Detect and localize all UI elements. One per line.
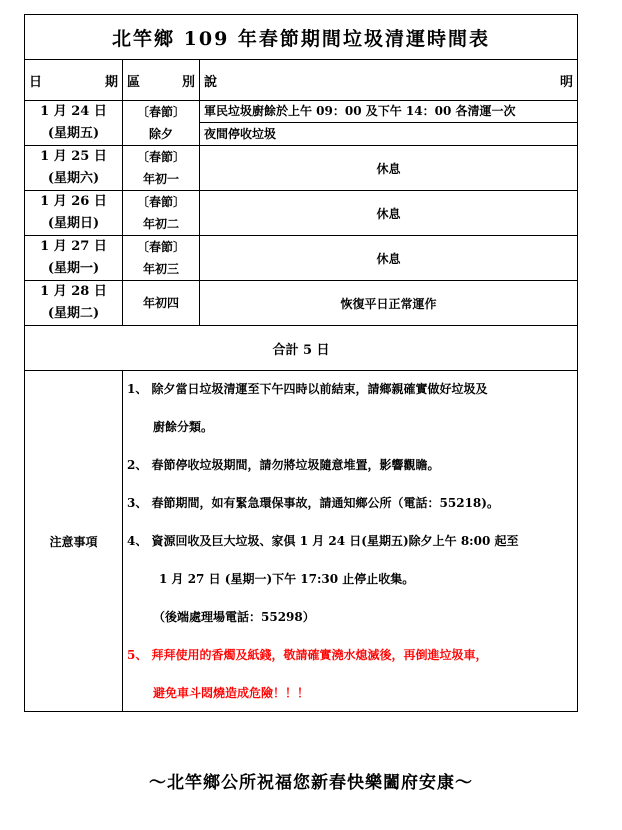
notes-row: [25, 371, 578, 712]
area-cell: 〔春節〕 除夕: [123, 101, 200, 146]
description-cell: 休息: [200, 191, 578, 236]
note-2: 2、 春節停收垃圾期間，請勿將垃圾隨意堆置，影響觀瞻。: [127, 458, 440, 472]
area-cell: 年初四: [123, 281, 200, 326]
description-cell: 恢復平日正常運作: [200, 281, 578, 326]
note-4: 4、 資源回收及巨大垃圾、家俱 1 月 24 日(星期五)除夕上午 8:00 起至: [127, 534, 519, 548]
note-4-phone: （後端處理場電話：55298）: [153, 610, 315, 624]
header-row: [25, 60, 578, 101]
description-cell: 休息: [200, 236, 578, 281]
notes-content: [123, 371, 578, 712]
area-cell: 〔春節〕 年初一: [123, 146, 200, 191]
description-cell: 休息: [200, 146, 578, 191]
date-cell: 1 月 24 日 (星期五): [25, 101, 123, 146]
table-row: [25, 281, 578, 326]
date-cell: 1 月 27 日 (星期一): [25, 236, 123, 281]
date-cell: 1 月 26 日 (星期日): [25, 191, 123, 236]
note-5-cont: 避免車斗悶燒造成危險！！！: [153, 686, 310, 700]
date-cell: 1 月 25 日 (星期六): [25, 146, 123, 191]
area-cell: 〔春節〕 年初二: [123, 191, 200, 236]
schedule-table: [24, 14, 578, 712]
table-row: [25, 236, 578, 281]
table-row: [25, 191, 578, 236]
note-1: 1、 除夕當日垃圾清運至下午四時以前結束，請鄉親確實做好垃圾及: [127, 382, 488, 396]
note-4-cont: 1 月 27 日 (星期一)下午 17:30 止停止收集。: [159, 572, 415, 586]
description-cell: 軍民垃圾廚餘於上午 09：00 及下午 14：00 各清運一次 夜間停收垃圾: [200, 101, 578, 146]
header-area: 區 別: [123, 60, 200, 101]
notes-label: 注意事項: [25, 371, 123, 712]
table-row: [25, 101, 578, 146]
date-cell: 1 月 28 日 (星期二): [25, 281, 123, 326]
total-days: 合計 5 日: [25, 326, 578, 371]
footer-greeting: ～北竿鄉公所祝福您新春快樂闔府安康～: [149, 773, 473, 793]
note-5: 5、 拜拜使用的香燭及紙錢，敬請確實澆水熄滅後，再倒進垃圾車，: [127, 648, 488, 662]
area-cell: 〔春節〕 年初三: [123, 236, 200, 281]
table-row: [25, 146, 578, 191]
header-date: 日 期: [25, 60, 123, 101]
header-description: 說 明: [200, 60, 578, 101]
note-1-cont: 廚餘分類。: [153, 420, 214, 434]
note-3: 3、 春節期間，如有緊急環保事故，請通知鄉公所（電話：55218)。: [127, 496, 499, 510]
page-title: 北竿鄉 109 年春節期間垃圾清運時間表: [25, 15, 578, 60]
